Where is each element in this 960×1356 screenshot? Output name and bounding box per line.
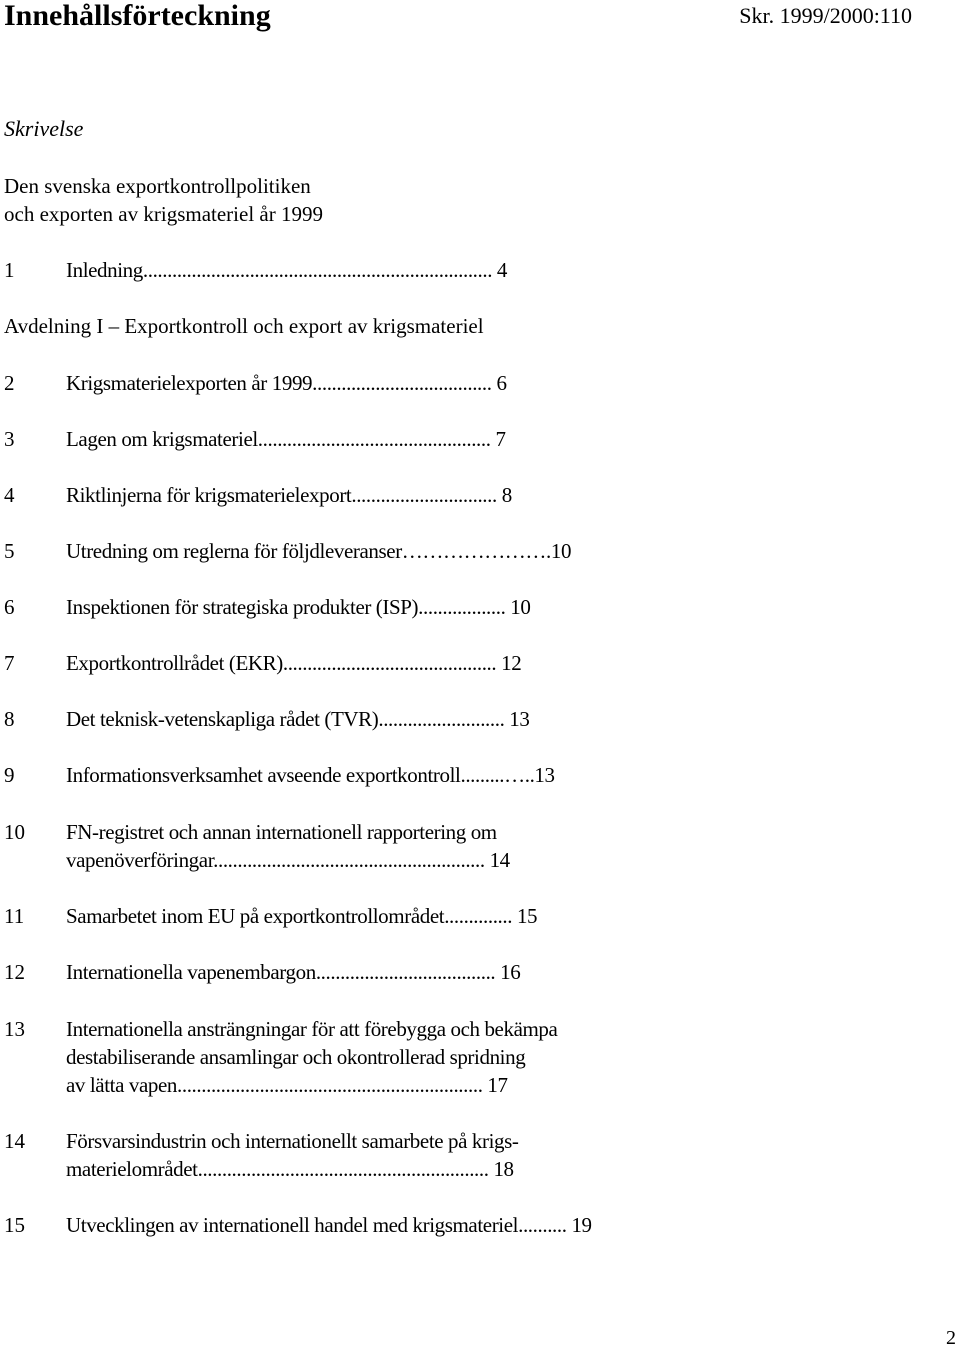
toc-entry-number: 10 — [4, 820, 25, 844]
toc-entry-line: Utredning om reglerna för följdleveranser………………….10 — [66, 539, 572, 563]
toc-entry-line: Informationsverksamhet avseende exportkontroll.........…..13 — [66, 763, 555, 787]
document-title: Innehållsförteckning — [4, 0, 271, 32]
toc-entry-line: Internationella vapenembargon..................................... 16 — [66, 960, 521, 984]
toc-entry-line: Lagen om krigsmateriel................................................ 7 — [66, 427, 506, 451]
toc-entry-number: 6 — [4, 595, 15, 619]
toc-entry-line: vapenöverföringar........................................................ 14 — [66, 848, 510, 872]
toc-entry-number: 14 — [4, 1129, 25, 1153]
toc-entry-line: Försvarsindustrin och internationellt samarbete på krigs- — [66, 1129, 519, 1153]
toc-entry-number: 5 — [4, 539, 15, 563]
subtitle-line-1: Den svenska exportkontrollpolitiken — [4, 174, 311, 198]
toc-entry-line: materielområdet............................................................ 18 — [66, 1157, 514, 1181]
toc-entry-line: Utvecklingen av internationell handel med krigsmateriel.......... 19 — [66, 1213, 592, 1237]
toc-entry-line: Samarbetet inom EU på exportkontrollområdet.............. 15 — [66, 904, 538, 928]
toc-entry-number: 1 — [4, 258, 15, 282]
toc-entry-line: Internationella ansträngningar för att förebygga och bekämpa — [66, 1017, 558, 1041]
toc-entry-number: 7 — [4, 651, 15, 675]
toc-entry-number: 13 — [4, 1017, 25, 1041]
toc-entry-number: 9 — [4, 763, 15, 787]
toc-entry-line: Riktlinjerna för krigsmaterielexport.............................. 8 — [66, 483, 512, 507]
toc-entry-line: Exportkontrollrådet (EKR)............................................ 12 — [66, 651, 522, 675]
toc-entry-number: 8 — [4, 707, 15, 731]
page-number: 2 — [946, 1327, 956, 1349]
part-heading: Avdelning I – Exportkontroll och export av krigsmateriel — [4, 314, 484, 338]
toc-entry-number: 3 — [4, 427, 15, 451]
toc-entry-line: Det teknisk-vetenskapliga rådet (TVR).......................... 13 — [66, 707, 530, 731]
toc-entry-number: 15 — [4, 1213, 25, 1237]
section-label: Skrivelse — [4, 116, 84, 141]
toc-entry-number: 4 — [4, 483, 15, 507]
toc-entry-line: Krigsmaterielexporten år 1999..................................... 6 — [66, 371, 507, 395]
toc-entry-line: destabiliserande ansamlingar och okontrollerad spridning — [66, 1045, 526, 1069]
toc-entry-line: Inledning........................................................................ 4 — [66, 258, 508, 282]
subtitle-line-2: och exporten av krigsmateriel år 1999 — [4, 202, 323, 226]
toc-entry-number: 12 — [4, 960, 25, 984]
toc-entry-number: 11 — [4, 904, 25, 928]
toc-entry-line: FN-registret och annan internationell rapportering om — [66, 820, 497, 844]
toc-entry-number: 2 — [4, 371, 15, 395]
document-reference: Skr. 1999/2000:110 — [739, 3, 912, 28]
toc-entry-line: av lätta vapen............................................................... 17 — [66, 1073, 508, 1097]
toc-entry-line: Inspektionen för strategiska produkter (ISP).................. 10 — [66, 595, 531, 619]
